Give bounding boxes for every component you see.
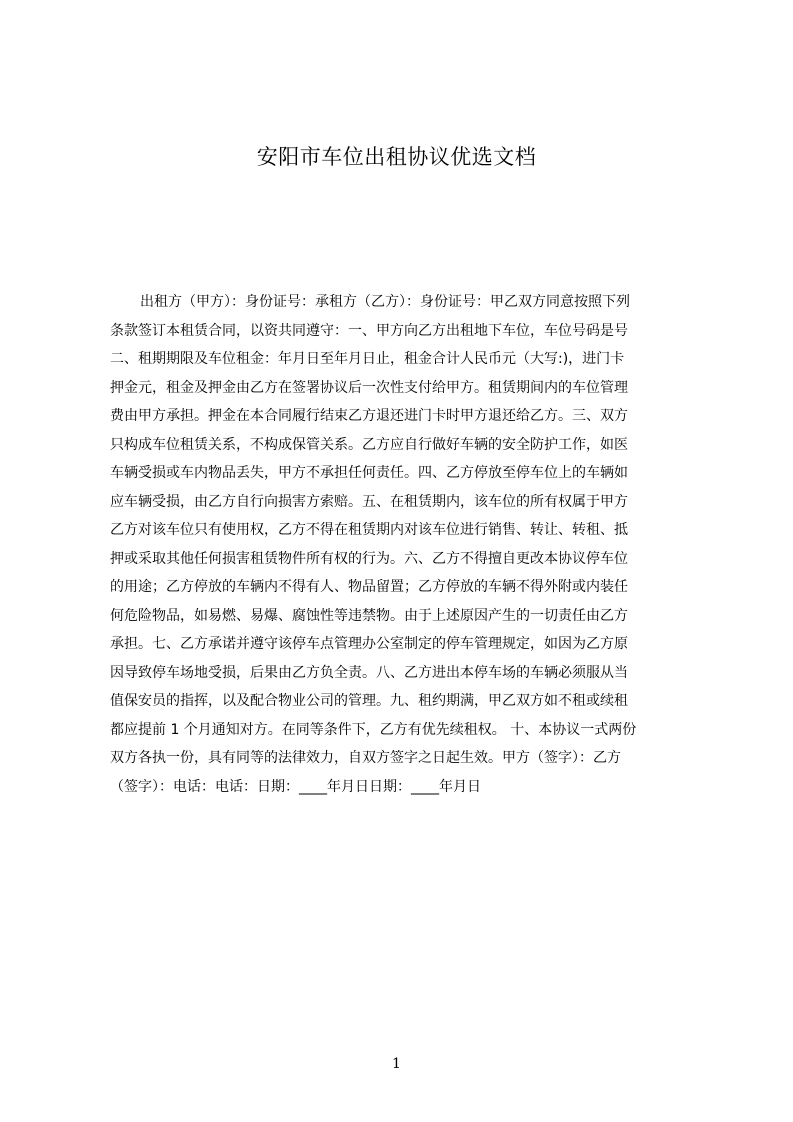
- page-number: 1: [392, 1056, 401, 1072]
- body-line-15: 值保安员的指挥，以及配合物业公司的管理。九、租约期满，甲乙双方如不租或续租: [110, 693, 628, 709]
- body-line-18: （签字）：电话：电话：日期：____年月日日期：____年月日: [110, 778, 481, 795]
- agreement-body: [110, 288, 686, 801]
- body-line-6: 只构成车位租赁关系，不构成保管关系。乙方应自行做好车辆的安全防护工作，如医: [110, 436, 628, 453]
- body-line-9: 乙方对该车位只有使用权，乙方不得在租赁期内对该车位进行销售、转让、转租、抵: [110, 522, 628, 538]
- body-line-8: 应车辆受损，由乙方自行向损害方索赔。五、在租赁期内，该车位的所有权属于甲方: [110, 493, 628, 510]
- body-line-10: 押或采取其他任何损害租赁物件所有权的行为。六、乙方不得擅自更改本协议停车位: [110, 550, 628, 567]
- body-line-12: 何危险物品，如易燃、易爆、腐蚀性等违禁物。由于上述原因产生的一切责任由乙方: [110, 607, 628, 624]
- body-line-14: 因导致停车场地受损，后果由乙方负全责。八、乙方进出本停车场的车辆必须服从当: [110, 664, 628, 681]
- document-title: 安阳市车位出租协议优选文档: [256, 145, 537, 169]
- body-line-13: 承担。七、乙方承诺并遵守该停车点管理办公室制定的停车管理规定，如因为乙方原: [110, 636, 628, 652]
- body-line-5: 费由甲方承担。押金在本合同履行结束乙方退还进门卡时甲方退还给乙方。三、双方: [110, 408, 628, 424]
- body-line-1: 出租方（甲方）：身份证号：承租方（乙方）：身份证号：甲乙双方同意按照下列: [140, 294, 630, 310]
- body-line-7: 车辆受损或车内物品丢失，甲方不承担任何责任。四、乙方停放至停车位上的车辆如: [110, 465, 628, 481]
- body-line-4: 押金元，租金及押金由乙方在签署协议后一次性支付给甲方。租赁期间内的车位管理: [110, 379, 628, 396]
- body-line-2: 条款签订本租赁合同，以资共同遵守：一、甲方向乙方出租地下车位，车位号码是号: [110, 322, 628, 339]
- body-line-17: 双方各执一份，具有同等的法律效力，自双方签字之日起生效。甲方（签字）：乙方: [110, 750, 621, 766]
- body-line-16: 都应提前 1 个月通知对方。在同等条件下，乙方有优先续租权。 十、本协议一式两份: [110, 721, 637, 738]
- body-line-3: 二、租期期限及车位租金：年月日至年月日止，租金合计人民币元（大写:)，进门卡: [110, 351, 625, 367]
- body-line-11: 的用途；乙方停放的车辆内不得有人、物品留置；乙方停放的车辆不得外附或内装任: [110, 579, 628, 595]
